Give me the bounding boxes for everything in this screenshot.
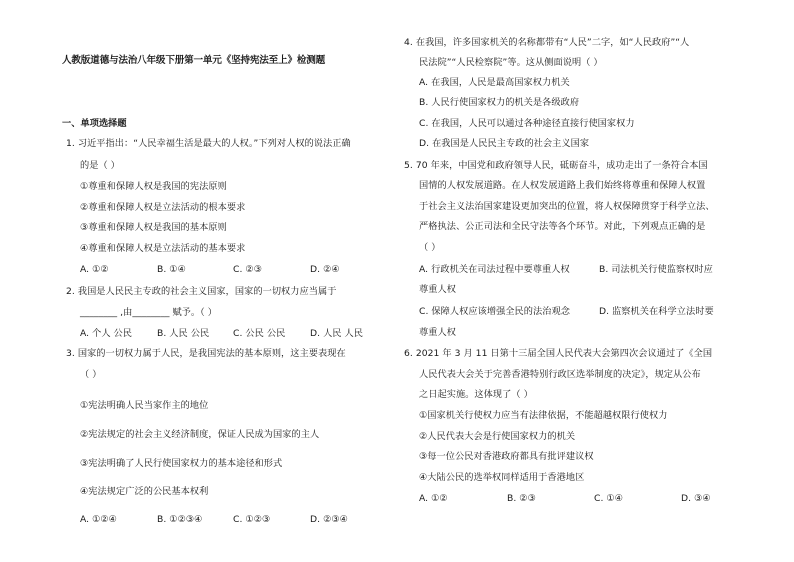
q5-line5: （ ） [419, 242, 441, 253]
q1-option-a[interactable]: A. ①② [80, 264, 109, 275]
q3-option-a[interactable]: A. ①②④ [80, 514, 117, 525]
q1-item3: ③尊重和保障人权是我国的基本原则 [80, 222, 227, 233]
q6-option-d[interactable]: D. ③④ [681, 493, 711, 504]
q2-option-a[interactable]: A. 个人 公民 [80, 328, 133, 339]
q3-item4: ④宪法规定广泛的公民基本权利 [80, 486, 209, 497]
q1-item2: ②尊重和保障人权是立法活动的根本要求 [80, 202, 246, 213]
q3-item2: ②宪法规定的社会主义经济制度，保证人民成为国家的主人 [80, 429, 320, 440]
q6-line1: 6. 2021 年 3 月 11 日第十三届全国人民代表大会第四次会议通过了《全国 [404, 348, 713, 359]
q1-option-b[interactable]: B. ①④ [157, 264, 186, 275]
q3-item3: ③宪法明确了人民行使国家权力的基本途径和形式 [80, 458, 283, 469]
q2-line1: 2. 我国是人民民主专政的社会主义国家，国家的一切权力应当属于 [66, 286, 337, 297]
q4-line1: 4. 在我国，许多国家机关的名称都带有“人民”二字，如“人民政府”“人 [404, 37, 690, 48]
q4-line2: 民法院”“人民检察院”等。这从侧面说明（ ） [419, 57, 603, 68]
q3-line1: 3. 国家的一切权力属于人民，是我国宪法的基本原则，这主要表现在 [66, 348, 346, 359]
q3-line2: （ ） [80, 369, 102, 380]
q5-option-b[interactable]: B. 司法机关行使监察权时应 [599, 264, 713, 275]
q4-option-a[interactable]: A. 在我国，人民是最高国家权力机关 [419, 77, 570, 88]
q6-line3: 之日起实施。这体现了（ ） [419, 389, 533, 400]
q5-option-d-cont: 尊重人权 [419, 327, 456, 338]
q2-option-d[interactable]: D. 人民 人民 [310, 328, 363, 339]
q6-item2: ②人民代表大会是行使国家权力的机关 [419, 431, 576, 442]
q3-option-d[interactable]: D. ②③④ [310, 514, 348, 525]
q5-line3: 于社会主义法治国家建设更加突出的位置，将人权保障贯穿于科学立法、 [419, 201, 715, 212]
q6-item3: ③每一位公民对香港政府都具有批评建议权 [419, 451, 594, 462]
q1-line1: 1. 习近平指出：“人民幸福生活是最大的人权。”下列对人权的说法正确 [66, 138, 351, 149]
q3-option-c[interactable]: C. ①②③ [233, 514, 271, 525]
q2-option-b[interactable]: B. 人民 公民 [157, 328, 210, 339]
q2-line2: ________ ,由________ 赋予。（ ） [80, 307, 218, 318]
q4-option-b[interactable]: B. 人民行使国家权力的机关是各级政府 [419, 97, 580, 108]
q2-option-c[interactable]: C. 公民 公民 [233, 328, 286, 339]
q5-option-a[interactable]: A. 行政机关在司法过程中要尊重人权 [419, 264, 570, 275]
q1-item1: ①尊重和保障人权是我国的宪法原则 [80, 181, 227, 192]
section-heading: 一、单项选择题 [62, 118, 127, 129]
q5-line1: 5. 70 年来，中国党和政府领导人民，砥砺奋斗，成功走出了一条符合本国 [404, 160, 708, 171]
q4-option-d[interactable]: D. 在我国是人民民主专政的社会主义国家 [419, 138, 590, 149]
q5-option-c[interactable]: C. 保障人权应该增强全民的法治观念 [419, 306, 570, 317]
q5-line2: 国情的人权发展道路。在人权发展道路上我们始终将尊重和保障人权置 [419, 180, 706, 191]
q5-option-b-cont: 尊重人权 [419, 284, 456, 295]
q1-option-d[interactable]: D. ②④ [310, 264, 340, 275]
q1-line2: 的是（ ） [80, 160, 120, 171]
q3-option-b[interactable]: B. ①②③④ [157, 514, 203, 525]
exam-title: 人教版道德与法治八年级下册第一单元《坚持宪法至上》检测题 [62, 55, 326, 66]
q6-option-c[interactable]: C. ①④ [594, 493, 623, 504]
q6-item1: ①国家机关行使权力应当有法律依据，不能超越权限行使权力 [419, 410, 668, 421]
q6-item4: ④大陆公民的选举权同样适用于香港地区 [419, 472, 585, 483]
q3-item1: ①宪法明确人民当家作主的地位 [80, 400, 209, 411]
q1-option-c[interactable]: C. ②③ [233, 264, 262, 275]
q6-option-b[interactable]: B. ②③ [507, 493, 536, 504]
q5-option-d[interactable]: D. 监察机关在科学立法时要 [599, 306, 714, 317]
q5-line4: 严格执法、公正司法和全民守法等各个环节。对此，下列观点正确的是 [419, 221, 706, 232]
q6-option-a[interactable]: A. ①② [419, 493, 448, 504]
q1-item4: ④尊重和保障人权是立法活动的基本要求 [80, 243, 246, 254]
q6-line2: 人民代表大会关于完善香港特别行政区选举制度的决定》，规定从公布 [419, 369, 701, 380]
q4-option-c[interactable]: C. 在我国，人民可以通过各种途径直接行使国家权力 [419, 118, 635, 129]
